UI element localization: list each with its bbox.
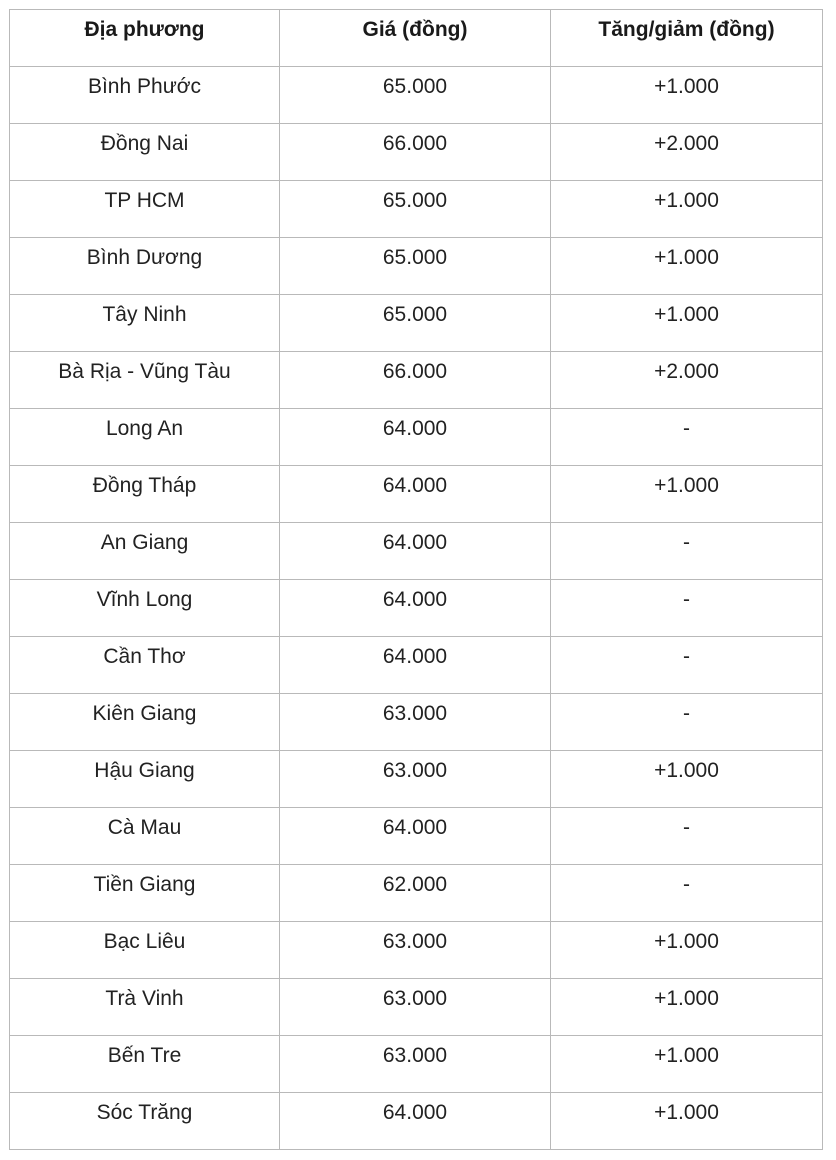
cell-region: [10, 238, 280, 295]
cell-region-text: Bình Dương: [86, 246, 203, 269]
cell-price-text: 64.000: [382, 531, 448, 554]
cell-change: [551, 352, 823, 409]
header-change-label: Tăng/giảm (đồng): [598, 18, 775, 41]
cell-region-text: Bà Rịa - Vũng Tàu: [58, 360, 231, 383]
cell-region: [10, 466, 280, 523]
price-table: [9, 9, 823, 1150]
cell-price-text: 66.000: [382, 132, 448, 155]
cell-region: [10, 751, 280, 808]
cell-region: [10, 1093, 280, 1150]
cell-change: [551, 295, 823, 352]
cell-region: [10, 409, 280, 466]
cell-region: [10, 181, 280, 238]
cell-region-text: Hậu Giang: [94, 759, 195, 782]
cell-price: [280, 523, 551, 580]
cell-region-text: Tiền Giang: [93, 873, 196, 896]
cell-change: [551, 865, 823, 922]
cell-change-text: +1.000: [654, 930, 719, 953]
cell-change: [551, 466, 823, 523]
cell-change-text: -: [683, 702, 690, 725]
cell-price: [280, 238, 551, 295]
cell-change-text: +2.000: [654, 132, 719, 155]
price-table-container: [9, 9, 822, 1150]
table-row: [10, 466, 823, 523]
cell-change-text: +1.000: [654, 246, 719, 269]
cell-price-text: 66.000: [382, 360, 448, 383]
cell-change: [551, 1036, 823, 1093]
cell-price-text: 63.000: [382, 759, 448, 782]
cell-price: [280, 466, 551, 523]
cell-region: [10, 1036, 280, 1093]
cell-change: [551, 580, 823, 637]
table-row: [10, 865, 823, 922]
cell-change: [551, 751, 823, 808]
cell-change-text: +1.000: [654, 987, 719, 1010]
cell-change-text: +1.000: [654, 189, 719, 212]
cell-price: [280, 979, 551, 1036]
cell-change-text: +1.000: [654, 1044, 719, 1067]
cell-change: [551, 922, 823, 979]
table-row: [10, 979, 823, 1036]
cell-region: [10, 865, 280, 922]
cell-price-text: 64.000: [382, 816, 448, 839]
cell-change: [551, 1093, 823, 1150]
header-price-label: Giá (đồng): [362, 18, 468, 41]
cell-region-text: Bạc Liêu: [103, 930, 186, 953]
cell-change: [551, 67, 823, 124]
cell-price-text: 62.000: [382, 873, 448, 896]
header-region: [10, 10, 280, 67]
header-price: [280, 10, 551, 67]
cell-price-text: 65.000: [382, 189, 448, 212]
header-region-label: Địa phương: [84, 18, 205, 41]
header-change: [551, 10, 823, 67]
cell-price-text: 65.000: [382, 75, 448, 98]
cell-change-text: +1.000: [654, 303, 719, 326]
cell-price: [280, 181, 551, 238]
cell-change: [551, 238, 823, 295]
table-row: [10, 694, 823, 751]
cell-region-text: Đồng Nai: [100, 132, 189, 155]
cell-price: [280, 694, 551, 751]
cell-price-text: 64.000: [382, 417, 448, 440]
cell-change: [551, 409, 823, 466]
cell-change-text: -: [683, 816, 690, 839]
cell-change: [551, 523, 823, 580]
cell-region-text: Bến Tre: [107, 1044, 182, 1067]
cell-change-text: -: [683, 531, 690, 554]
table-row: [10, 409, 823, 466]
cell-region: [10, 67, 280, 124]
cell-price: [280, 1093, 551, 1150]
table-row: [10, 580, 823, 637]
cell-region-text: Cần Thơ: [103, 645, 186, 668]
cell-change-text: -: [683, 417, 690, 440]
cell-price: [280, 922, 551, 979]
table-row: [10, 295, 823, 352]
cell-price-text: 64.000: [382, 474, 448, 497]
cell-price-text: 65.000: [382, 303, 448, 326]
cell-change: [551, 979, 823, 1036]
cell-change: [551, 637, 823, 694]
cell-price: [280, 751, 551, 808]
cell-region-text: Kiên Giang: [92, 702, 197, 725]
cell-change-text: +1.000: [654, 75, 719, 98]
table-row: [10, 523, 823, 580]
cell-price: [280, 1036, 551, 1093]
cell-region: [10, 637, 280, 694]
cell-price-text: 63.000: [382, 987, 448, 1010]
table-row: [10, 124, 823, 181]
cell-region-text: Đồng Tháp: [92, 474, 197, 497]
cell-price: [280, 637, 551, 694]
cell-change-text: +1.000: [654, 1101, 719, 1124]
table-row: [10, 1036, 823, 1093]
cell-change: [551, 181, 823, 238]
cell-price: [280, 67, 551, 124]
cell-region: [10, 580, 280, 637]
header-row: [10, 10, 823, 67]
table-row: [10, 181, 823, 238]
cell-price: [280, 295, 551, 352]
cell-price: [280, 124, 551, 181]
table-row: [10, 1093, 823, 1150]
cell-price-text: 63.000: [382, 1044, 448, 1067]
table-row: [10, 637, 823, 694]
cell-change-text: -: [683, 645, 690, 668]
cell-region-text: TP HCM: [104, 189, 185, 212]
cell-change-text: +2.000: [654, 360, 719, 383]
table-row: [10, 238, 823, 295]
cell-region-text: Sóc Trăng: [96, 1101, 193, 1124]
cell-price-text: 64.000: [382, 1101, 448, 1124]
table-row: [10, 352, 823, 409]
cell-region-text: Trà Vinh: [105, 987, 184, 1010]
table-body: [10, 67, 823, 1150]
cell-change-text: +1.000: [654, 474, 719, 497]
table-header: [10, 10, 823, 67]
table-row: [10, 808, 823, 865]
cell-change: [551, 808, 823, 865]
cell-price-text: 65.000: [382, 246, 448, 269]
cell-region: [10, 295, 280, 352]
cell-price-text: 63.000: [382, 930, 448, 953]
table-row: [10, 67, 823, 124]
cell-price: [280, 409, 551, 466]
cell-region: [10, 922, 280, 979]
cell-region-text: Cà Mau: [107, 816, 182, 839]
cell-change-text: -: [683, 588, 690, 611]
cell-price-text: 63.000: [382, 702, 448, 725]
table-row: [10, 922, 823, 979]
cell-region-text: Tây Ninh: [102, 303, 187, 326]
cell-change-text: -: [683, 873, 690, 896]
cell-price: [280, 808, 551, 865]
cell-region: [10, 694, 280, 751]
cell-region-text: Vĩnh Long: [96, 588, 193, 611]
cell-region-text: Long An: [105, 417, 184, 440]
cell-price-text: 64.000: [382, 588, 448, 611]
cell-price: [280, 352, 551, 409]
cell-price-text: 64.000: [382, 645, 448, 668]
cell-change: [551, 124, 823, 181]
cell-region: [10, 124, 280, 181]
cell-region-text: An Giang: [100, 531, 189, 554]
cell-change: [551, 694, 823, 751]
cell-change-text: +1.000: [654, 759, 719, 782]
cell-region: [10, 352, 280, 409]
cell-region: [10, 523, 280, 580]
cell-region: [10, 808, 280, 865]
cell-price: [280, 580, 551, 637]
cell-price: [280, 865, 551, 922]
cell-region: [10, 979, 280, 1036]
table-row: [10, 751, 823, 808]
cell-region-text: Bình Phước: [87, 75, 202, 98]
